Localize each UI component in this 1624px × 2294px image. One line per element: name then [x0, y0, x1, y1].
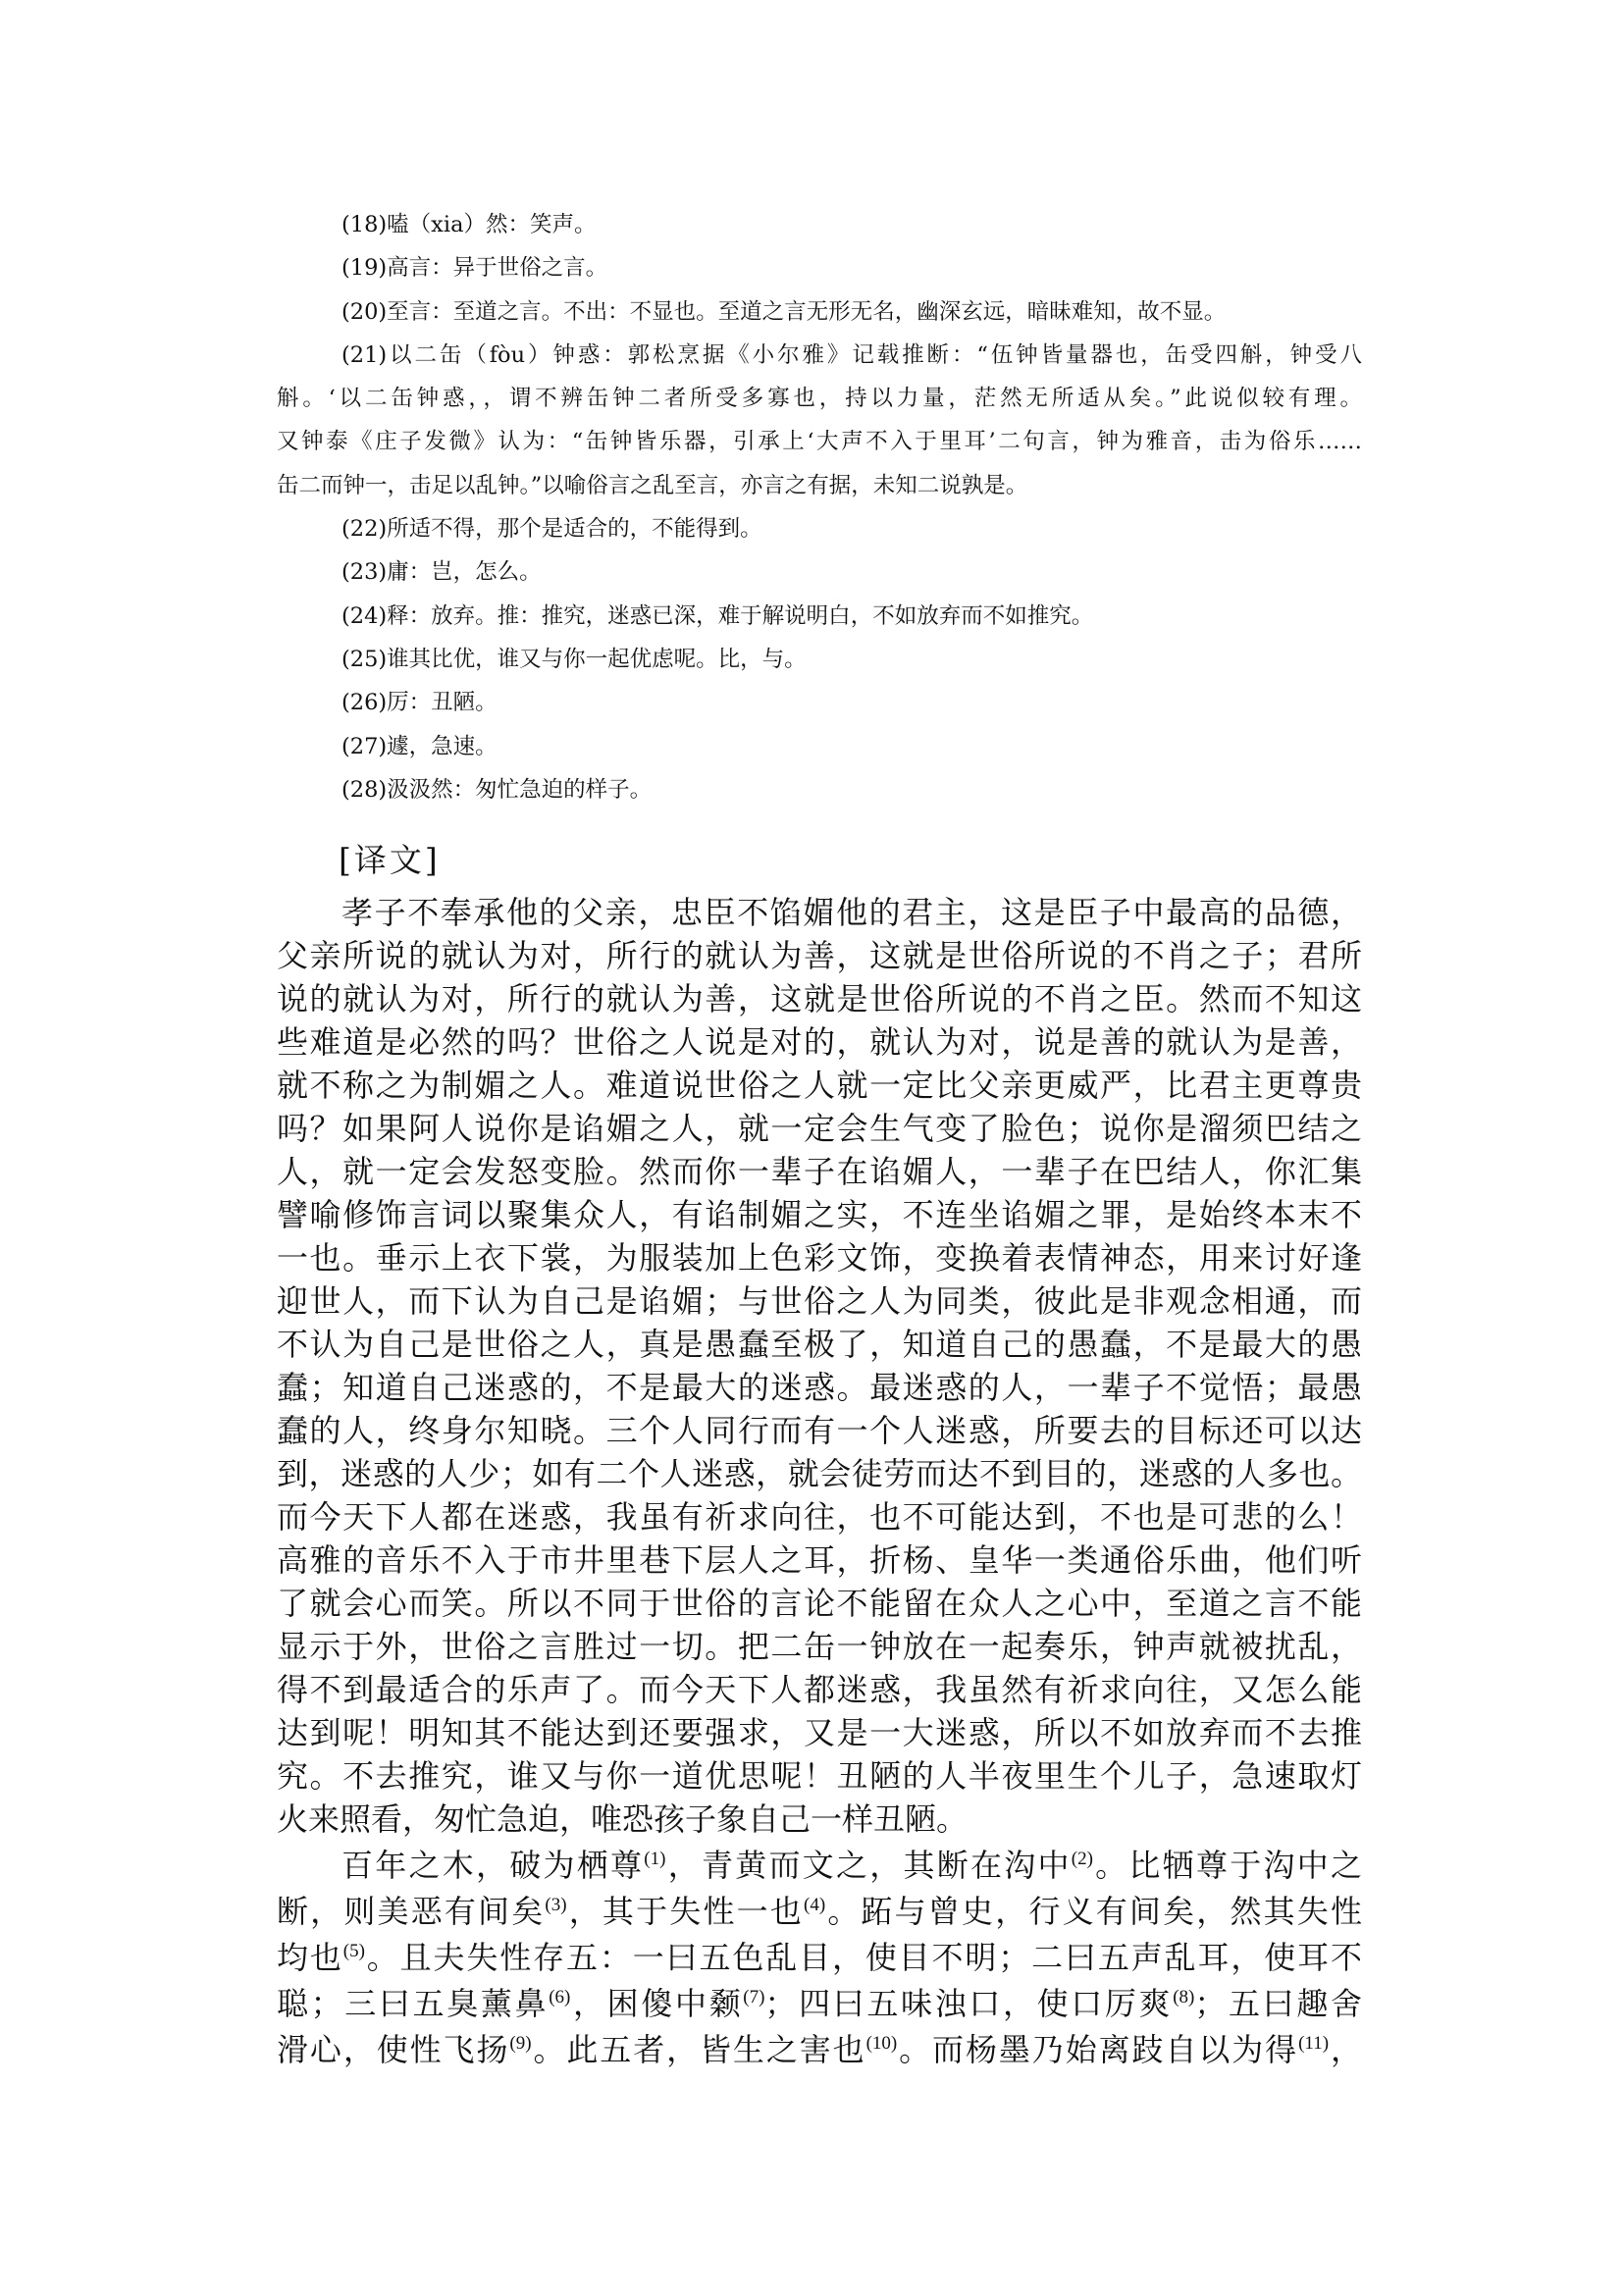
paragraph-line: 迎世人，而下认为自己是谄媚；与世俗之人为同类，彼此是非观念相通，而 — [277, 1282, 1362, 1320]
paragraph-line: 人，就一定会发怒变脸。然而你一辈子在谄媚人，一辈子在巴结人，你汇集 — [277, 1153, 1362, 1190]
footnote-marker[interactable]: (10) — [865, 2033, 898, 2054]
paragraph-line: 吗？如果阿人说你是谄媚之人，就一定会生气变了脸色；说你是溜须巴结之 — [277, 1110, 1362, 1147]
footnote-marker[interactable]: (11) — [1298, 2033, 1330, 2054]
footnote-marker[interactable]: (6) — [549, 1987, 571, 2007]
footnote-marker[interactable]: (3) — [545, 1895, 567, 1915]
paragraph-line: 了就会心而笑。所以不同于世俗的言论不能留在众人之心中，至道之言不能 — [277, 1585, 1362, 1622]
footnote-marker[interactable]: (7) — [743, 1987, 765, 2007]
annotation-notes — [277, 203, 1362, 811]
paragraph-line: 而今天下人都在迷惑，我虽有祈求向往，也不可能达到，不也是可悲的么！ — [277, 1498, 1362, 1536]
paragraph-line: 显示于外，世俗之言胜过一切。把二缶一钟放在一起奏乐，钟声就被扰乱， — [277, 1628, 1362, 1665]
paragraph-line: 究。不去推究，谁又与你一道优思呢！丑陋的人半夜里生个儿子，急速取灯 — [277, 1757, 1362, 1795]
note-line: (27)遽，急速。 — [341, 733, 498, 759]
paragraph-line: 譬喻修饰言词以聚集众人，有谄制媚之实，不连坐谄媚之罪，是始终本末不 — [277, 1196, 1362, 1233]
translation-heading: [译文] — [339, 841, 441, 879]
note-line: (26)厉：丑陋。 — [341, 690, 498, 716]
note-line: (21)以二缶（fòu）钟惑：郭松烹据《小尔雅》记载推断：“伍钟皆量器也，缶受四斛，钟受八 — [341, 341, 1362, 368]
footnote-marker[interactable]: (1) — [644, 1849, 666, 1869]
translation-paragraph — [277, 891, 1362, 1841]
note-line: (22)所适不得，那个是适合的，不能得到。 — [341, 516, 762, 543]
footnote-marker[interactable]: (8) — [1173, 1987, 1195, 2007]
paragraph-line: 孝子不奉承他的父亲，忠臣不馅媚他的君主，这是臣子中最高的品德， — [341, 894, 1362, 931]
paragraph-line: 得不到最适合的乐声了。而今天下人都迷惑，我虽然有祈求向往，又怎么能 — [277, 1671, 1362, 1708]
paragraph-line: 说的就认为对，所行的就认为善，这就是世俗所说的不肖之臣。然而不知这 — [277, 980, 1362, 1017]
paragraph-line: 聪；三曰五臭薰鼻$^{(6)}$，困傻中颡$^{(7)}$；四曰五味浊口，使口厉爽$^{(8)}$；五曰趣舍 — [277, 1985, 1362, 2022]
footnote-marker[interactable]: (4) — [804, 1895, 826, 1915]
paragraph-line: 就不称之为制媚之人。难道说世俗之人就一定比父亲更威严，比君主更尊贵 — [277, 1067, 1362, 1104]
note-line: (28)汲汲然：匆忙急迫的样子。 — [341, 776, 653, 803]
paragraph-line: 到，迷惑的人少；如有二个人迷惑，就会徒劳而达不到目的，迷惑的人多也。 — [277, 1455, 1362, 1492]
footnote-marker[interactable]: (9) — [509, 2033, 532, 2054]
paragraph-line: 蠢的人，终身尔知晓。三个人同行而有一个人迷惑，所要去的目标还可以达 — [277, 1412, 1362, 1449]
note-line: (18)嗑（xia）然：笑声。 — [341, 212, 597, 237]
paragraph-line: 蠢；知道自己迷惑的，不是最大的迷惑。最迷惑的人，一辈子不觉悟；最愚 — [277, 1369, 1362, 1406]
note-line: (25)谁其比优，谁又与你一起优虑呢。比，与。 — [341, 646, 807, 672]
paragraph-line: 滑心，使性飞扬$^{(9)}$。此五者，皆生之害也$^{(10)}$。而杨墨乃始离跂自以为得$^{(11)}$， — [277, 2031, 1362, 2068]
note-line: (20)至言：至道之言。不出：不显也。至道之言无形无名，幽深玄远，暗昧难知，故不显。 — [341, 298, 1227, 325]
note-line: 缶二而钟一，击足以乱钟。”以喻俗言之乱至言，亦言之有据，未知二说孰是。 — [277, 472, 1028, 498]
paragraph-line: 断，则美恶有间矣$^{(3)}$，其于失性一也$^{(4)}$。跖与曾史，行义有间矣，然其失性 — [277, 1893, 1362, 1930]
note-line: (24)释：放弃。推：推究，迷惑已深，难于解说明白，不如放弃而不如推究。 — [341, 602, 1094, 629]
paragraph-line: 一也。垂示上衣下裳，为服装加上色彩文饰，变换着表情神态，用来讨好逢 — [277, 1239, 1362, 1277]
source-text-paragraph — [277, 1843, 1362, 2073]
paragraph-line: 不认为自己是世俗之人，真是愚蠢至极了，知道自己的愚蠢，不是最大的愚 — [277, 1326, 1362, 1363]
paragraph-line: 火来照看，匆忙急迫，唯恐孩子象自己一样丑陋。 — [277, 1800, 969, 1838]
paragraph-line: 父亲所说的就认为对，所行的就认为善，这就是世俗所说的不肖之子；君所 — [277, 937, 1362, 974]
paragraph-line: 些难道是必然的吗？世俗之人说是对的，就认为对，说是善的就认为是善， — [277, 1023, 1362, 1061]
note-line: 又钟泰《庄子发微》认为：“缶钟皆乐器，引承上‘大声不入于里耳’二句言，钟为雅音，击为俗乐…… — [277, 429, 1362, 455]
note-line: 斛。‘以二缶钟惑，，谓不辨缶钟二者所受多寡也，持以力量，茫然无所适从矣。”此说似较有理。 — [277, 386, 1362, 412]
paragraph-line: 均也$^{(5)}$。且夫失性存五：一曰五色乱目，使目不明；二曰五声乱耳，使耳不 — [277, 1939, 1362, 1976]
paragraph-line: 达到呢！明知其不能达到还要强求，又是一大迷惑，所以不如放弃而不去推 — [277, 1714, 1362, 1751]
footnote-marker[interactable]: (5) — [342, 1941, 365, 1961]
footnote-marker[interactable]: (2) — [1071, 1849, 1093, 1869]
paragraph-line: 百年之木，破为栖尊$^{(1)}$，青黄而文之，其断在沟中$^{(2)}$。比牺尊于沟中之 — [341, 1847, 1362, 1884]
note-line: (19)高言：异于世俗之言。 — [341, 255, 608, 282]
paragraph-line: 高雅的音乐不入于市井里巷下层人之耳，折杨、皇华一类通俗乐曲，他们听 — [277, 1541, 1362, 1579]
note-line: (23)庸：岂，怎么。 — [341, 559, 542, 586]
